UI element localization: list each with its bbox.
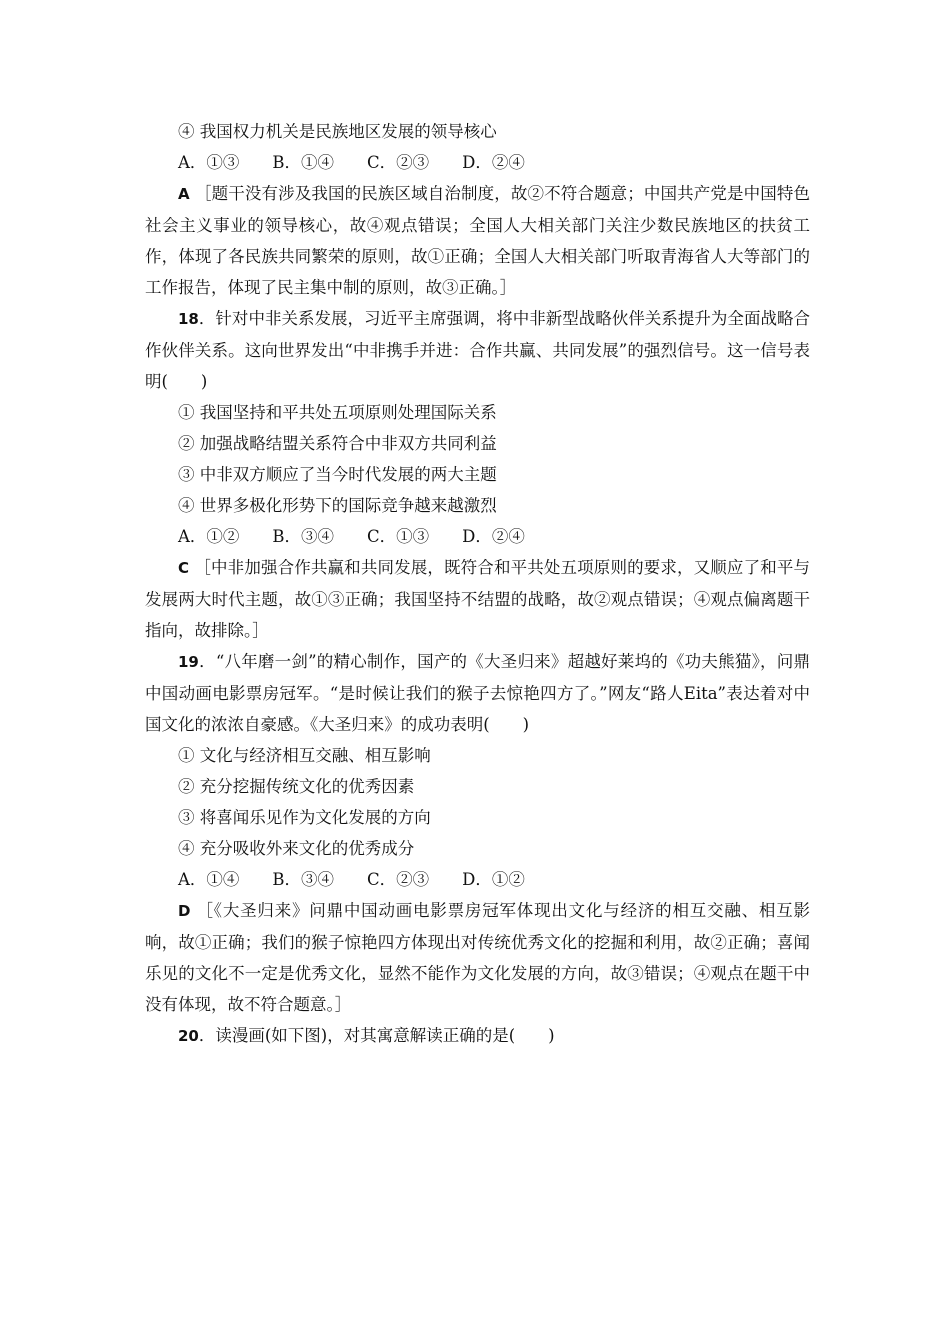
q18-number: 18 <box>178 310 199 328</box>
q19-answer-letter: D <box>178 902 191 920</box>
q17-option-4: ④ 我国权力机关是民族地区发展的领导核心 <box>178 122 497 141</box>
q19-stem-text: ．“八年磨一剑”的精心制作，国产的《大圣归来》超越好莱坞的《功夫熊猫》，问鼎中国动画电影票房冠军。“是时候让我们的猴子去惊艳四方了。”网友“路人Eita”表达着对中国文化的浓浓自豪感。《大圣归来》的成功表明( ) <box>145 652 810 734</box>
q20-stem-text: ．读漫画(如下图)，对其寓意解读正确的是( ) <box>198 1026 555 1045</box>
q18-option-4: ④ 世界多极化形势下的国际竞争越来越激烈 <box>178 496 497 515</box>
q18-stem <box>145 303 810 397</box>
q19-option-2: ② 充分挖掘传统文化的优秀因素 <box>178 777 415 796</box>
q18-option-2: ② 加强战略结盟关系符合中非双方共同利益 <box>178 434 497 453</box>
q19-option-4: ④ 充分吸收外来文化的优秀成分 <box>178 839 415 858</box>
q18-choices: A．①② B．③④ C．①③ D．②④ <box>178 527 525 546</box>
q20-stem <box>145 1020 810 1052</box>
q20-number: 20 <box>178 1027 199 1045</box>
q18-answer-letter: C <box>178 559 190 577</box>
document-page <box>145 116 810 1052</box>
q19-option-1: ① 文化与经济相互交融、相互影响 <box>178 746 431 765</box>
q18-answer <box>145 552 810 646</box>
q17-choices: A．①③ B．①④ C．②③ D．②④ <box>178 153 525 172</box>
q18-option-3: ③ 中非双方顺应了当今时代发展的两大主题 <box>178 465 497 484</box>
q19-answer <box>145 895 810 1020</box>
q17-answer-letter: A <box>178 185 190 203</box>
q19-stem <box>145 646 810 740</box>
q17-answer <box>145 178 810 303</box>
q18-option-1: ① 我国坚持和平共处五项原则处理国际关系 <box>178 403 497 422</box>
q19-number: 19 <box>178 653 199 671</box>
q19-choices: A．①④ B．③④ C．②③ D．①② <box>178 870 525 889</box>
q19-option-3: ③ 将喜闻乐见作为文化发展的方向 <box>178 808 431 827</box>
q19-answer-explanation: ［《大圣归来》问鼎中国动画电影票房冠军体现出文化与经济的相互交融、相互影响，故①正确；我们的猴子惊艳四方体现出对传统优秀文化的挖掘和利用，故②正确；喜闻乐见的文化不一定是优秀文化，显然不能作为文化发展的方向，故③错误；④观点在题干中没有体现，故不符合题意。］ <box>145 901 810 1014</box>
q17-answer-explanation: ［题干没有涉及我国的民族区域自治制度，故②不符合题意；中国共产党是中国特色社会主义事业的领导核心，故④观点错误；全国人大相关部门关注少数民族地区的扶贫工作，体现了各民族共同繁荣的原则，故①正确；全国人大相关部门听取青海省人大等部门的工作报告，体现了民主集中制的原则，故③正确。］ <box>145 184 810 297</box>
q18-answer-explanation: ［中非加强合作共赢和共同发展，既符合和平共处五项原则的要求，又顺应了和平与发展两大时代主题，故①③正确；我国坚持不结盟的战略，故②观点错误；④观点偏离题干指向，故排除。］ <box>145 558 810 640</box>
q18-stem-text: ．针对中非关系发展，习近平主席强调，将中非新型战略伙伴关系提升为全面战略合作伙伴关系。这向世界发出“中非携手并进：合作共赢、共同发展”的强烈信号。这一信号表明( ) <box>145 309 810 391</box>
